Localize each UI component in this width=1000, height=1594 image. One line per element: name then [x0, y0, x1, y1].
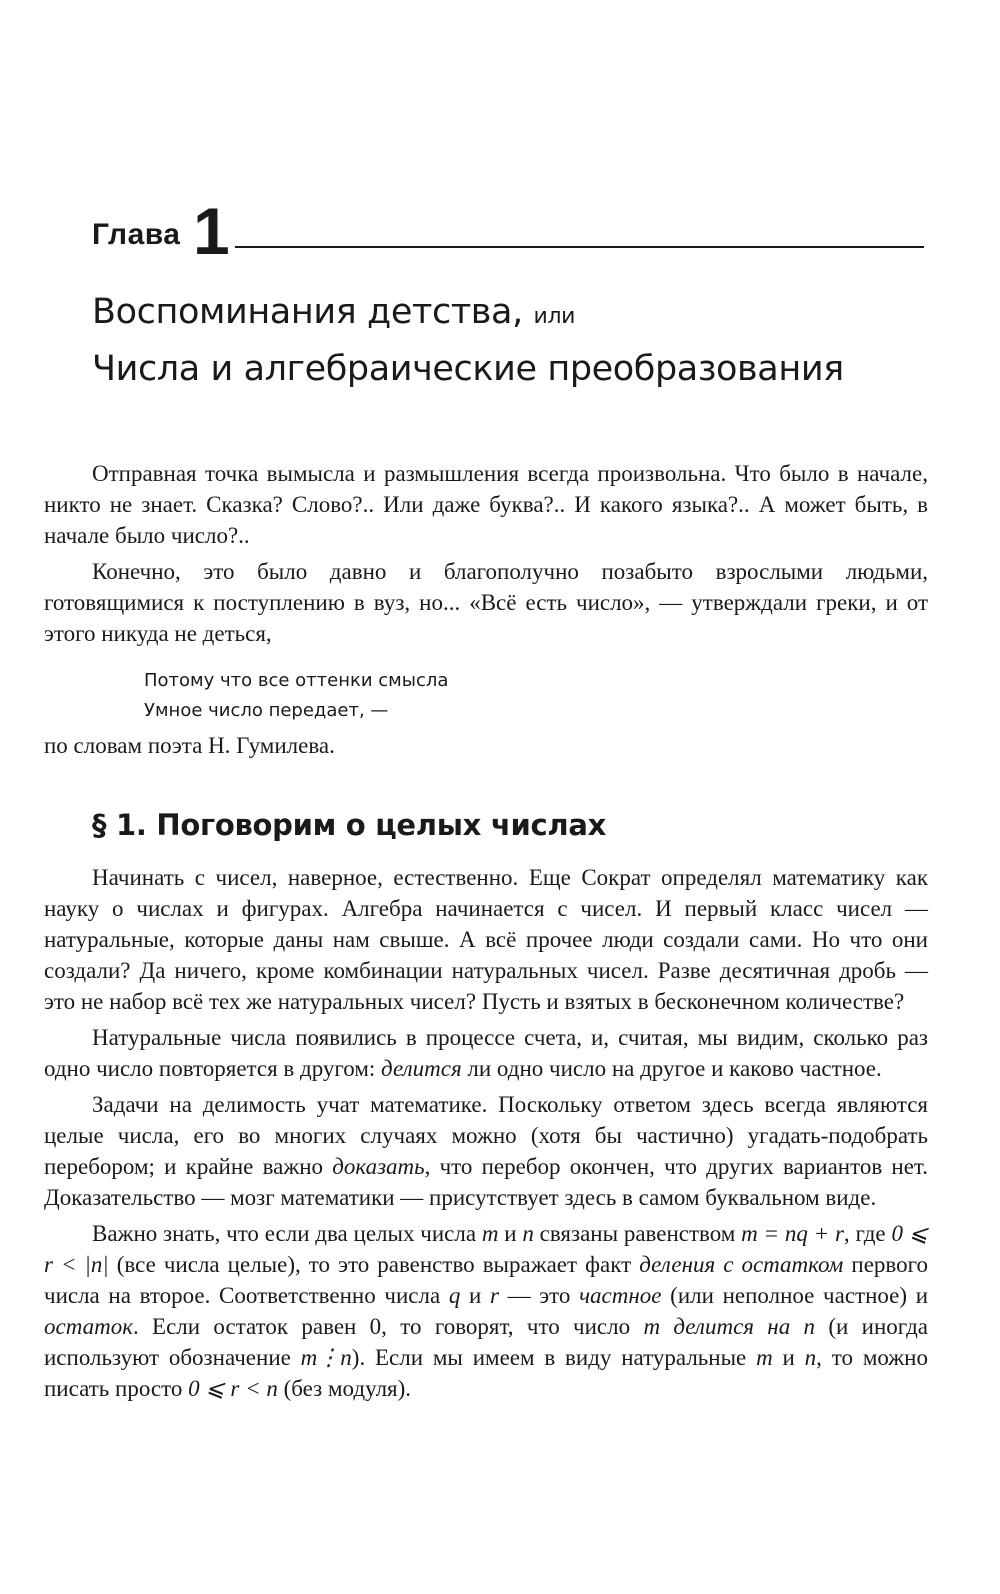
chapter-title [92, 286, 952, 395]
section-paragraph-4: Важно знать, что если два целых числа m и n связаны равенством m = nq + r, где 0 ⩽ r < |n| (все числа целые), то это равенство выражает факт деления с остатком первого числа на второе. Соответственно числа q и r — это частное (или неполное частное) и остаток. Если остаток равен 0, то говорят, что число m делится на n (и иногда используют обозначение m⋮n). Если мы имеем в виду натуральные m и n, то можно писать просто 0 ⩽ r < n (без модуля). [44, 1221, 929, 1401]
intro-paragraph-1: Отправная точка вымысла и размышления всегда произвольна. Что было в начале, никто не знает. Сказка? Слово?.. Или даже буква?.. И какого языка?.. А может быть, в начале было число?.. [44, 461, 928, 548]
after-verse-text [44, 730, 928, 761]
chapter-word: Глава [92, 218, 181, 251]
chapter-title-line1 [92, 286, 952, 343]
chapter-heading [92, 194, 924, 268]
section-paragraph-2: Натуральные числа появились в процессе счета, и, считая, мы видим, сколько раз одно число повторяется в другом: делится ли одно число на другое и каково частное. [44, 1025, 928, 1081]
chapter-rule [235, 246, 924, 248]
chapter-number: 1 [193, 194, 230, 268]
chapter-title-line2: Числа и алгебраические преобразования [92, 349, 844, 389]
verse-quote [144, 666, 448, 726]
chapter-title-main: Воспоминания детства, [92, 292, 523, 332]
verse-line-2: Умное число передает, — [144, 700, 389, 721]
chapter-title-or: или [533, 304, 576, 329]
section-paragraph-1: Начинать с чисел, наверное, естественно. Еще Сократ определял математику как науку о числах и фигурах. Алгебра начинается с чисел. И первый класс чисел — натуральные, которые даны нам свыше. А всё прочее люди создали сами. Но что они создали? Да ничего, кроме комбинации натуральных чисел. Разве десятичная дробь — это не набор всё тех же натуральных чисел? Пусть и взятых в бесконечном количестве? [44, 865, 928, 1014]
intro-paragraph-2: Конечно, это было давно и благополучно позабыто взрослыми людьми, готовящимися к поступлению в вуз, но... «Всё есть число», — утверждали греки, и от этого никуда не деться, [44, 559, 928, 646]
intro-text [44, 458, 928, 649]
after-verse-paragraph: по словам поэта Н. Гумилева. [44, 733, 335, 758]
verse-line-1: Потому что все оттенки смысла [144, 670, 449, 691]
section-paragraph-3: Задачи на делимость учат математике. Поскольку ответом здесь всегда являются целые числа, его во многих случаях можно (хотя бы частично) угадать-подобрать перебором; и крайне важно доказать, что перебор окончен, что других вариантов нет. Доказательство — мозг математики — присутствует здесь в самом буквальном виде. [44, 1092, 928, 1210]
section-title: § 1. Поговорим о целых числах [92, 808, 606, 842]
section-text [44, 862, 928, 1404]
